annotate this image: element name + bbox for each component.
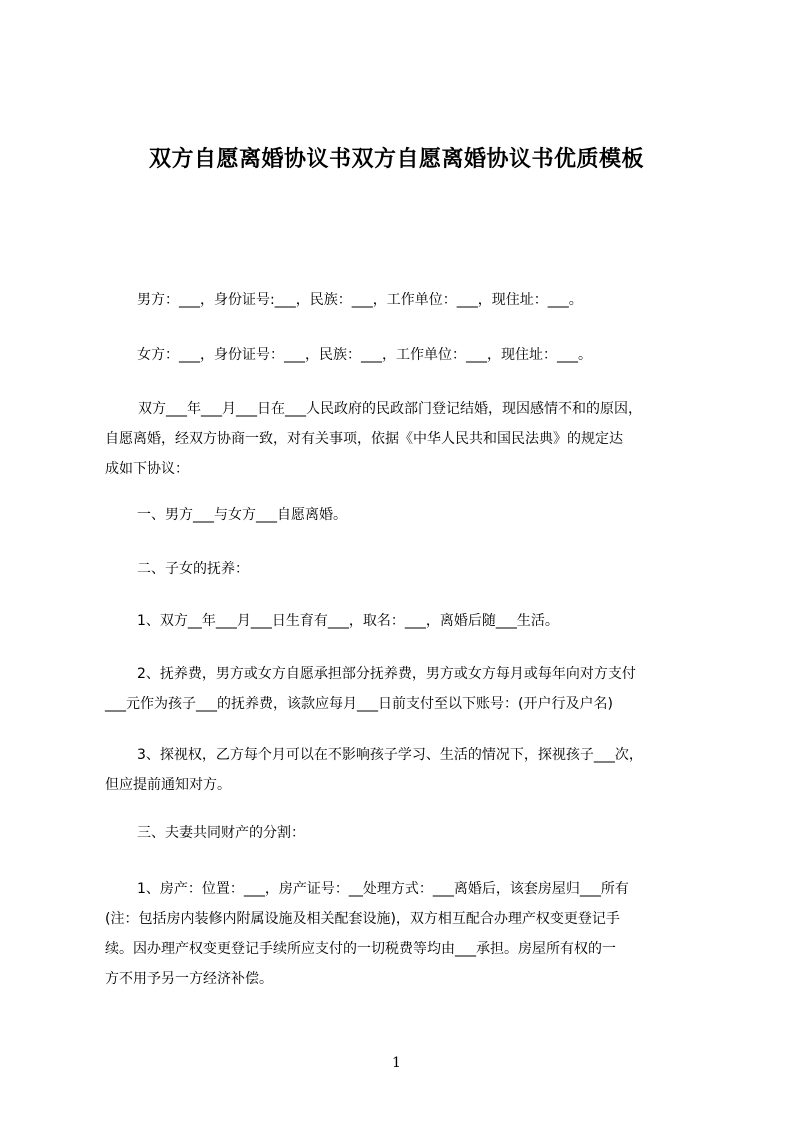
page-number: 1 bbox=[392, 1055, 401, 1071]
clause-2-item-1-line: 1、双方__年___月___日生育有___，取名：___，离婚后随___生活。 bbox=[137, 613, 559, 629]
clause-2-item-3-line-1: 3、探视权，乙方每个月可以在不影响孩子学习、生活的情况下，探视孩子___次， bbox=[137, 747, 643, 763]
clause-3-heading-line: 三、夫妻共同财产的分割： bbox=[137, 825, 305, 841]
clause-3-item-1-line-1: 1、房产：位置：___，房产证号：__处理方式：___离婚后，该套房屋归___所有 bbox=[137, 881, 629, 897]
clause-2-item-1-paragraph bbox=[105, 606, 695, 636]
clause-2-item-2-line-1: 2、抚养费，男方或女方自愿承担部分抚养费，男方或女方每月或每年向对方支付 bbox=[137, 666, 636, 682]
clause-2-heading-line: 二、子女的抚养： bbox=[137, 561, 249, 577]
female-info-line: 女方：___，身份证号：___，民族：___，工作单位：___，现住址：___。 bbox=[137, 347, 592, 363]
document-title: 双方自愿离婚协议书双方自愿离婚协议书优质模板 bbox=[148, 147, 644, 172]
clause-1-paragraph bbox=[105, 500, 695, 530]
clause-3-item-1-line-4: 方不用予另一方经济补偿。 bbox=[105, 971, 273, 987]
clause-3-item-1-line-2: (注：包括房内装修内附属设施及相关配套设施)，双方相互配合办理产权变更登记手 bbox=[105, 911, 620, 927]
clause-2-heading bbox=[105, 554, 695, 584]
male-info-line: 男方：___，身份证号:___，民族：___，工作单位：___，现住址：___。 bbox=[137, 292, 583, 308]
clause-1-line: 一、男方___与女方___自愿离婚。 bbox=[137, 507, 347, 523]
clause-2-item-3-line-2: 但应提前通知对方。 bbox=[105, 777, 231, 793]
clause-3-item-1-line-3: 续。因办理产权变更登记手续所应支付的一切税费等均由___承担。房屋所有权的一 bbox=[105, 941, 616, 957]
intro-paragraph bbox=[105, 394, 695, 484]
intro-line-3: 成如下协议： bbox=[105, 461, 189, 477]
clause-2-item-2-line-2: ___元作为孩子___的抚养费，该款应每月___日前支付至以下账号：(开户行及户名) bbox=[105, 696, 613, 712]
female-info-paragraph bbox=[105, 340, 695, 370]
clause-3-heading bbox=[105, 818, 695, 848]
clause-2-item-3-paragraph bbox=[105, 740, 695, 800]
intro-line-2: 自愿离婚，经双方协商一致，对有关事项，依据《中华人民共和国民法典》的规定达 bbox=[105, 431, 623, 447]
clause-2-item-2-paragraph bbox=[105, 659, 695, 719]
clause-3-item-1-paragraph bbox=[105, 874, 695, 994]
intro-line-1: 双方___年___月___日在___人民政府的民政部门登记结婚，现因感情不和的原因， bbox=[138, 401, 642, 417]
male-info-paragraph bbox=[105, 285, 695, 315]
